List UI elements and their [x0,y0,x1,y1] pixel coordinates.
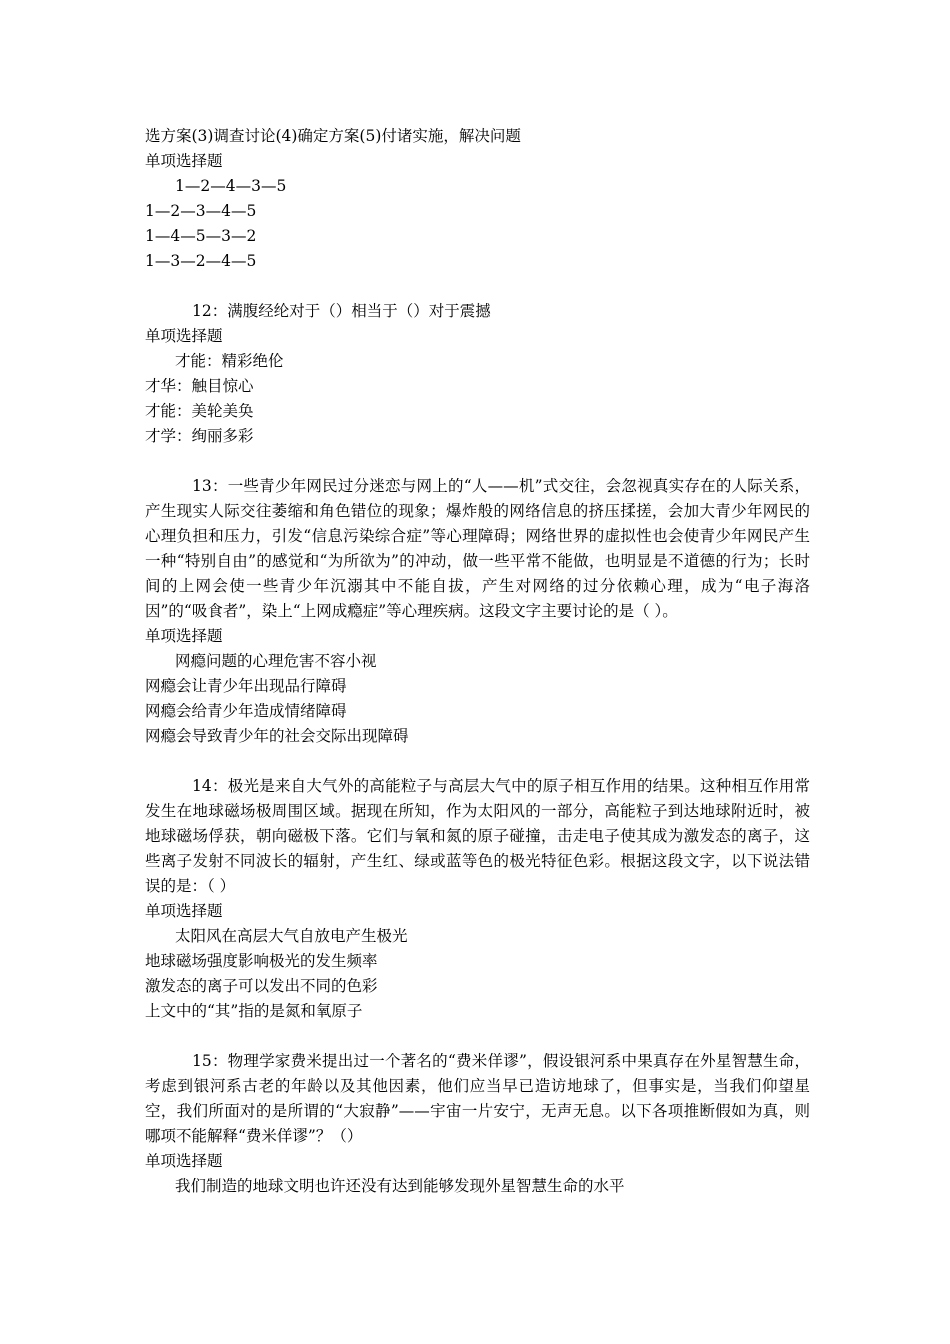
question-14-option-a: 太阳风在高层大气自放电产生极光 [175,927,408,945]
question-12-type: 单项选择题 [145,327,223,345]
question-13-type: 单项选择题 [145,627,223,645]
question-15-option-a: 我们制造的地球文明也许还没有达到能够发现外星智慧生命的水平 [175,1177,625,1195]
question-12-option-d: 才学：绚丽多彩 [145,427,254,445]
question-14-type: 单项选择题 [145,902,223,920]
question-14-option-c: 激发态的离子可以发出不同的色彩 [145,977,378,995]
question-12-option-b: 才华：触目惊心 [145,377,254,395]
spacer [145,749,810,774]
question-12-option-a: 才能：精彩绝伦 [175,352,284,370]
question-14-option-d: 上文中的“其”指的是氮和氧原子 [145,1002,363,1020]
question-13-text: 13：一些青少年网民过分迷恋与网上的“人——机”式交往，会忽视真实存在的人际关系，产生现实人际交往萎缩和角色错位的现象；爆炸般的网络信息的挤压揉搓，会加大青少年网民的心理负担和压力，引发“信息污染综合症”等心理障碍；网络世界的虚拟性也会使青少年网民产生一种“特别自由”的感觉和“为所欲为”的冲动，做一些平常不能做，也明显是不道德的行为；长时间的上网会使一些青少年沉溺其中不能自拔，产生对网络的过分依赖心理，成为“电子海洛因”的“吸食者”，染上“上网成瘾症”等心理疾病。这段文字主要讨论的是（ ）。 [145,477,810,620]
question-11-type: 单项选择题 [145,152,223,170]
question-11-option-b: 1—2—3—4—5 [145,202,257,220]
question-11-option-c: 1—4—5—3—2 [145,227,257,245]
question-11-option-a: 1—2—4—3—5 [175,177,287,195]
question-15-type: 单项选择题 [145,1152,223,1170]
question-13-option-b: 网瘾会让青少年出现品行障碍 [145,677,347,695]
question-13-option-d: 网瘾会导致青少年的社会交际出现障碍 [145,727,409,745]
question-12-option-c: 才能：美轮美奂 [145,402,254,420]
spacer [145,274,810,299]
question-15-text: 15：物理学家费米提出过一个著名的“费米佯谬”，假设银河系中果真存在外星智慧生命，考虑到银河系古老的年龄以及其他因素，他们应当早已造访地球了，但事实是，当我们仰望星空，我们所面对的是所谓的“大寂静”——宇宙一片安宁，无声无息。以下各项推断假如为真，则哪项不能解释“费米佯谬”？（） [145,1052,810,1145]
question-14-option-b: 地球磁场强度影响极光的发生频率 [145,952,378,970]
question-13-option-c: 网瘾会给青少年造成情绪障碍 [145,702,347,720]
spacer [145,1024,810,1049]
spacer [145,449,810,474]
question-11-option-d: 1—3—2—4—5 [145,252,257,270]
question-14-text: 14：极光是来自大气外的高能粒子与高层大气中的原子相互作用的结果。这种相互作用常发生在地球磁场极周围区域。据现在所知，作为太阳风的一部分，高能粒子到达地球附近时，被地球磁场俘获，朝向磁极下落。它们与氧和氮的原子碰撞，击走电子使其成为激发态的离子，这些离子发射不同波长的辐射，产生红、绿或蓝等色的极光特征色彩。根据这段文字，以下说法错误的是：（ ） [145,777,810,895]
question-11-text-tail: 选方案(3)调查讨论(4)确定方案(5)付诸实施，解决问题 [145,127,521,145]
question-12-text: 12：满腹经纶对于（）相当于（）对于震撼 [192,302,491,320]
document-content [145,124,810,1199]
question-13-option-a: 网瘾问题的心理危害不容小视 [175,652,377,670]
